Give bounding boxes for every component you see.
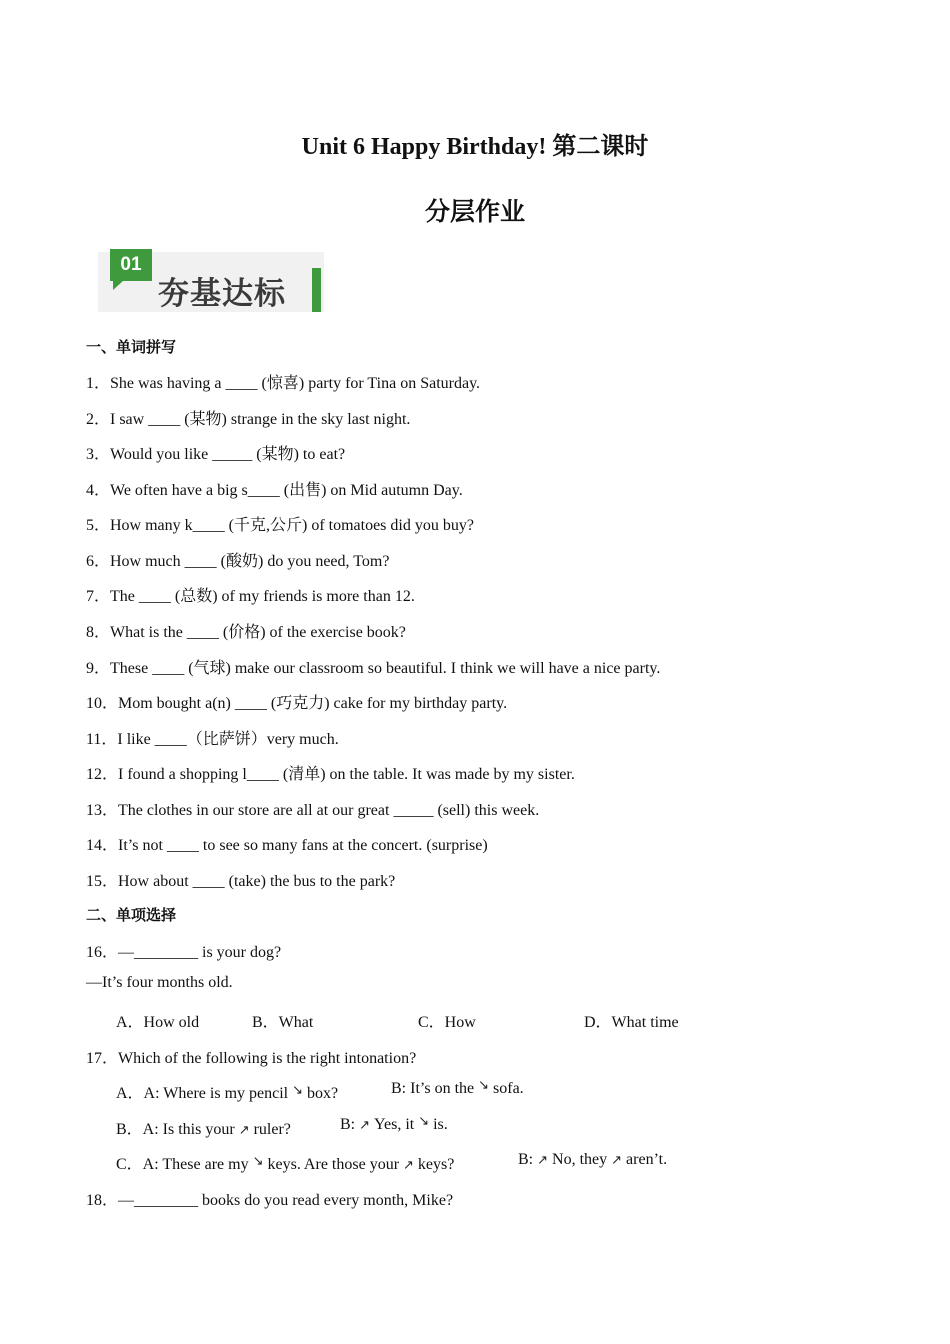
q16-option-c: C．How bbox=[418, 1014, 476, 1031]
badge-label: 夯基达标 bbox=[158, 276, 286, 312]
question-14: 14．It’s not ____ to see so many fans at the concert. (surprise) bbox=[86, 837, 488, 854]
section-heading-spelling: 一、单词拼写 bbox=[86, 338, 177, 356]
q17a-part: box? bbox=[307, 1085, 339, 1102]
q17c-part: No, they bbox=[552, 1151, 608, 1168]
falling-arrow-icon: ↘ bbox=[478, 1078, 490, 1093]
q17-option-c-reply bbox=[518, 1151, 667, 1169]
q17c-part: keys? bbox=[417, 1156, 455, 1173]
question-16-stem: 16．—________ is your dog? bbox=[86, 944, 282, 961]
question-2: 2．I saw ____ (某物) strange in the sky last night. bbox=[86, 411, 411, 428]
section-heading-choice: 二、单项选择 bbox=[86, 906, 177, 924]
question-5: 5．How many k____ (千克,公斤) of tomatoes did you buy? bbox=[86, 517, 474, 534]
rising-arrow-icon: ↗ bbox=[537, 1153, 549, 1168]
falling-arrow-icon: ↘ bbox=[252, 1154, 264, 1169]
q17-option-a-reply bbox=[391, 1080, 524, 1098]
question-17-stem: 17．Which of the following is the right intonation? bbox=[86, 1050, 417, 1067]
q16-option-a: A．How old bbox=[116, 1014, 200, 1031]
section-badge bbox=[98, 246, 324, 313]
question-3: 3．Would you like _____ (某物) to eat? bbox=[86, 446, 346, 463]
rising-arrow-icon: ↗ bbox=[359, 1118, 371, 1133]
q17a-part: B: It’s on the bbox=[391, 1080, 475, 1097]
q17b-part: ruler? bbox=[253, 1121, 291, 1138]
question-9: 9．These ____ (气球) make our classroom so beautiful. I think we will have a nice party. bbox=[86, 660, 661, 677]
rising-arrow-icon: ↗ bbox=[238, 1123, 250, 1138]
q16-option-b: B．What bbox=[252, 1014, 314, 1031]
badge-pointer bbox=[113, 281, 123, 290]
q17c-part: B: bbox=[518, 1151, 534, 1168]
question-10: 10．Mom bought a(n) ____ (巧克力) cake for my birthday party. bbox=[86, 695, 508, 712]
rising-arrow-icon: ↗ bbox=[403, 1158, 414, 1173]
q17b-part: is. bbox=[433, 1116, 448, 1133]
q17-option-b-reply bbox=[340, 1116, 448, 1134]
rising-arrow-icon: ↗ bbox=[611, 1153, 623, 1168]
q17c-part: keys. Are those your bbox=[267, 1156, 400, 1173]
q17-option-a bbox=[116, 1080, 338, 1103]
falling-arrow-icon: ↘ bbox=[292, 1083, 304, 1098]
q17a-part: sofa. bbox=[493, 1080, 524, 1097]
q17c-part: C．A: These are my bbox=[116, 1156, 249, 1173]
q17b-part: B．A: Is this your bbox=[116, 1121, 235, 1138]
q17-option-c bbox=[116, 1151, 454, 1174]
question-4: 4．We often have a big s____ (出售) on Mid autumn Day. bbox=[86, 482, 463, 499]
badge-bar bbox=[312, 268, 321, 312]
question-7: 7．The ____ (总数) of my friends is more than 12. bbox=[86, 588, 415, 605]
question-12: 12．I found a shopping l____ (清单) on the table. It was made by my sister. bbox=[86, 766, 575, 783]
question-18-stem: 18．—________ books do you read every month, Mike? bbox=[86, 1192, 454, 1209]
badge-number: 01 bbox=[110, 249, 152, 281]
q17c-part: aren’t. bbox=[626, 1151, 668, 1168]
q17b-part: Yes, it bbox=[374, 1116, 415, 1133]
question-13: 13．The clothes in our store are all at our great _____ (sell) this week. bbox=[86, 802, 540, 819]
question-15: 15．How about ____ (take) the bus to the park? bbox=[86, 873, 396, 890]
question-1: 1．She was having a ____ (惊喜) party for Tina on Saturday. bbox=[86, 375, 481, 392]
q17-option-b bbox=[116, 1116, 291, 1139]
document-title: Unit 6 Happy Birthday! 第二课时 bbox=[301, 134, 649, 160]
question-16-answer-line: —It’s four months old. bbox=[86, 974, 233, 991]
question-6: 6．How much ____ (酸奶) do you need, Tom? bbox=[86, 553, 390, 570]
q17a-part: A．A: Where is my pencil bbox=[116, 1085, 289, 1102]
document-subtitle: 分层作业 bbox=[424, 199, 525, 226]
question-11: 11．I like ____（比萨饼）very much. bbox=[86, 731, 339, 748]
question-8: 8．What is the ____ (价格) of the exercise book? bbox=[86, 624, 406, 641]
falling-arrow-icon: ↘ bbox=[418, 1114, 430, 1129]
q17b-part: B: bbox=[340, 1116, 356, 1133]
q16-option-d: D．What time bbox=[584, 1014, 679, 1031]
